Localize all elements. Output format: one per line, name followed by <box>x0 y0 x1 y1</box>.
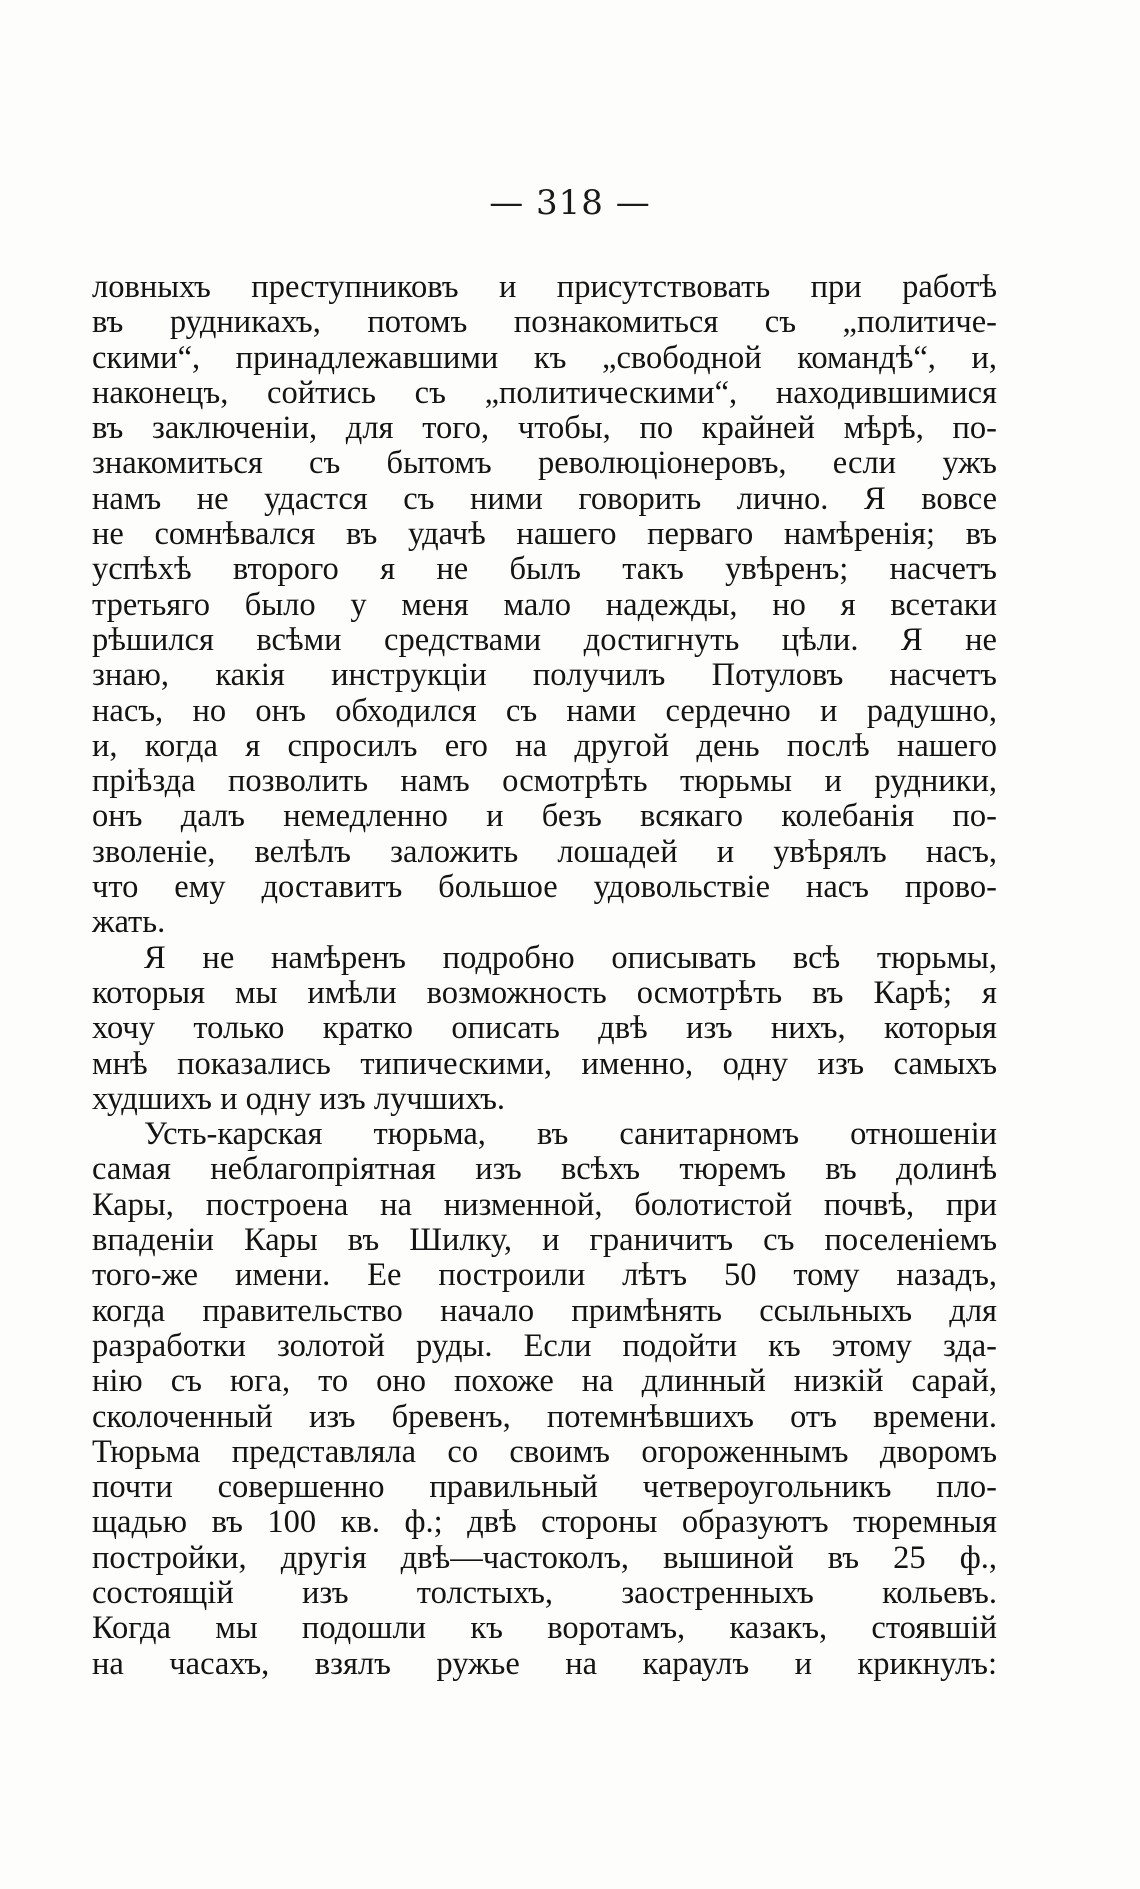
text-line: щадью въ 100 кв. ф.; двѣ стороны образуютъ тюремныя <box>92 1504 997 1541</box>
text-line: въ заключеніи, для того, чтобы, по крайней мѣрѣ, по- <box>92 410 997 447</box>
text-line: нію съ юга, то оно похоже на длинный низкій сарай, <box>92 1363 997 1400</box>
text-line: не сомнѣвался въ удачѣ нашего перваго намѣренія; въ <box>92 516 997 553</box>
body-text <box>92 270 997 1682</box>
text-line: состоящій изъ толстыхъ, заостренныхъ кольевъ. <box>92 1574 997 1611</box>
text-line: пріѣзда позволить намъ осмотрѣть тюрьмы и рудники, <box>92 763 997 800</box>
text-line: самая неблагопріятная изъ всѣхъ тюремъ въ долинѣ <box>92 1151 997 1188</box>
text-line: ловныхъ преступниковъ и присутствовать при работѣ <box>92 269 997 305</box>
text-line: мнѣ показались типическими, именно, одну изъ самыхъ <box>92 1045 997 1082</box>
text-line: на часахъ, взялъ ружье на караулъ и крикнулъ: <box>92 1645 997 1682</box>
text-line: наконецъ, сойтись съ „политическими“, находившимися <box>92 374 997 411</box>
text-line: третьяго было у меня мало надежды, но я всетаки <box>92 586 997 623</box>
text-line: насъ, но онъ обходился съ нами сердечно и радушно, <box>92 692 997 729</box>
text-line: что ему доставитъ большое удовольствіе насъ прово- <box>92 869 997 906</box>
text-line: которыя мы имѣли возможность осмотрѣть въ Карѣ; я <box>92 974 997 1011</box>
text-line: почти совершенно правильный четвероугольникъ пло- <box>92 1469 997 1506</box>
text-line: скими“, принадлежавшими къ „свободной командѣ“, и, <box>92 339 997 376</box>
text-line: онъ далъ немедленно и безъ всякаго колебанія по- <box>92 798 997 835</box>
text-line: знаю, какія инструкціи получилъ Потуловъ насчетъ <box>92 657 997 694</box>
text-line: когда правительство начало примѣнять ссыльныхъ для <box>92 1292 997 1329</box>
text-line: постройки, другія двѣ—частоколъ, вышиной въ 25 ф., <box>92 1539 997 1576</box>
text-line: того-же имени. Ее построили лѣтъ 50 тому назадъ, <box>92 1257 997 1294</box>
text-line: Я не намѣренъ подробно описывать всѣ тюрьмы, <box>144 939 997 976</box>
text-line: худшихъ и одну изъ лучшихъ. <box>92 1080 506 1117</box>
text-line: жать. <box>92 904 166 941</box>
text-line: и, когда я спросилъ его на другой день послѣ нашего <box>92 727 997 764</box>
text-line: разработки золотой руды. Если подойти къ этому зда- <box>92 1327 997 1364</box>
text-line: Тюрьма представляла со своимъ огороженнымъ дворомъ <box>92 1433 997 1470</box>
text-line: сколоченный изъ бревенъ, потемнѣвшихъ отъ времени. <box>92 1398 997 1435</box>
text-line: успѣхѣ второго я не былъ такъ увѣренъ; насчетъ <box>92 551 997 588</box>
text-line: впаденіи Кары въ Шилку, и граничитъ съ поселеніемъ <box>92 1222 997 1259</box>
text-line: въ рудникахъ, потомъ познакомиться съ „политиче- <box>92 304 997 341</box>
page-number: — 318 — <box>489 183 651 223</box>
text-line: намъ не удастся съ ними говорить лично. Я вовсе <box>92 480 997 517</box>
text-line: рѣшился всѣми средствами достигнуть цѣли. Я не <box>92 621 997 658</box>
text-line: зволеніе, велѣлъ заложить лошадей и увѣрялъ насъ, <box>92 833 997 870</box>
text-line: Кары, построена на низменной, болотистой почвѣ, при <box>92 1186 997 1223</box>
text-line: знакомиться съ бытомъ революціонеровъ, если ужъ <box>92 445 997 482</box>
text-line: Когда мы подошли къ воротамъ, казакъ, стоявшій <box>92 1610 997 1647</box>
text-line: Усть-карская тюрьма, въ санитарномъ отношеніи <box>144 1116 997 1153</box>
text-line: хочу только кратко описать двѣ изъ нихъ, которыя <box>92 1010 997 1047</box>
